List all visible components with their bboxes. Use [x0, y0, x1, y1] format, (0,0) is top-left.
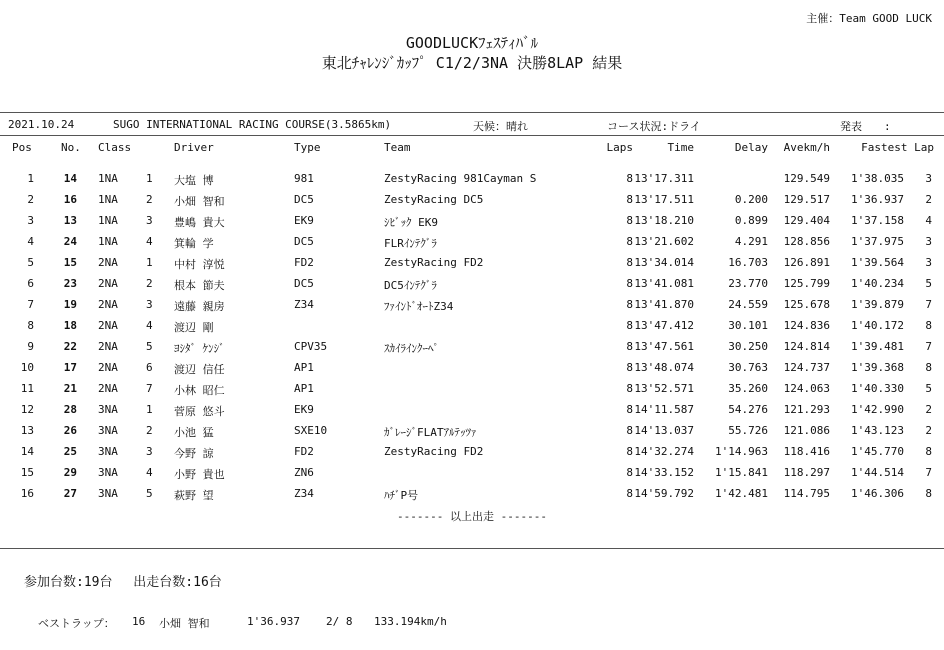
- cell-type: DC5: [294, 235, 314, 248]
- cell-avg-speed: 121.086: [783, 424, 830, 437]
- cell-fastest-lap-no: 5: [925, 277, 932, 290]
- cell-class: 2NA: [98, 340, 118, 353]
- event-title: GOODLUCKﾌｪｽﾃｨﾊﾞﾙ: [405, 34, 539, 52]
- cell-type: FD2: [294, 445, 314, 458]
- col-type: Type: [294, 141, 321, 154]
- cell-team: ZestyRacing 981Cayman S: [384, 172, 537, 185]
- cell-time: 14'11.587: [634, 403, 694, 416]
- cell-class: 2NA: [98, 298, 118, 311]
- cell-type: SXE10: [294, 424, 328, 437]
- cell-team: ﾌｧｲﾝﾄﾞｵｰﾄZ34: [384, 300, 454, 313]
- cell-avg-speed: 125.678: [783, 298, 830, 311]
- cell-fastest-lap-no: 3: [925, 256, 932, 269]
- cell-type: DC5: [294, 277, 314, 290]
- cell-laps: 8: [626, 361, 633, 374]
- cell-delay: 1'42.481: [715, 487, 768, 500]
- cell-laps: 8: [626, 193, 633, 206]
- cell-time: 13'47.412: [634, 319, 694, 332]
- cell-driver: 今野 諒: [174, 447, 214, 460]
- cell-car-no: 15: [63, 256, 77, 269]
- cell-laps: 8: [626, 256, 633, 269]
- col-avg-speed: Avekm/h: [783, 141, 830, 154]
- cell-pos: 13: [20, 424, 34, 437]
- cell-car-no: 14: [63, 172, 77, 185]
- track-condition: コース状況:ドライ: [607, 120, 701, 133]
- col-pos: Pos: [12, 141, 32, 154]
- cell-type: AP1: [294, 382, 314, 395]
- best-lap-lap: 2/ 8: [326, 615, 353, 628]
- cell-type: ZN6: [294, 466, 314, 479]
- cell-laps: 8: [626, 487, 633, 500]
- cell-pos: 5: [27, 256, 34, 269]
- race-date: 2021.10.24: [8, 118, 75, 131]
- cell-pos: 8: [27, 319, 34, 332]
- best-lap-no: 16: [132, 615, 146, 628]
- col-delay: Delay: [734, 141, 768, 154]
- cell-class-pos: 3: [146, 298, 153, 311]
- cell-fastest-lap-no: 8: [925, 445, 932, 458]
- cell-fastest-lap: 1'40.330: [851, 382, 904, 395]
- cell-team: FLRｲﾝﾃｸﾞﾗ: [384, 237, 437, 250]
- cell-team: DC5ｲﾝﾃｸﾞﾗ: [384, 279, 437, 292]
- cell-class-pos: 1: [146, 403, 153, 416]
- cell-pos: 14: [20, 445, 34, 458]
- cell-driver: 渡辺 剛: [174, 321, 214, 334]
- cell-laps: 8: [626, 445, 633, 458]
- cell-class-pos: 1: [146, 172, 153, 185]
- cell-delay: 30.101: [728, 319, 768, 332]
- best-lap-speed: 133.194km/h: [374, 615, 447, 628]
- cell-avg-speed: 125.799: [783, 277, 830, 290]
- cell-delay: 23.770: [728, 277, 768, 290]
- end-marker: ------- 以上出走 -------: [397, 510, 547, 523]
- cell-pos: 3: [27, 214, 34, 227]
- cell-fastest-lap: 1'45.770: [851, 445, 904, 458]
- cell-fastest-lap: 1'37.158: [851, 214, 904, 227]
- cell-driver: 大塩 博: [174, 174, 214, 187]
- cell-class: 3NA: [98, 403, 118, 416]
- cell-driver: 小畑 智和: [174, 195, 225, 208]
- cell-class-pos: 3: [146, 445, 153, 458]
- cell-class: 3NA: [98, 424, 118, 437]
- cell-fastest-lap: 1'46.306: [851, 487, 904, 500]
- cell-driver: ﾖｼﾀﾞ ｹﾝｼﾞ: [174, 342, 225, 355]
- cell-pos: 15: [20, 466, 34, 479]
- cell-delay: 4.291: [734, 235, 768, 248]
- cell-class: 2NA: [98, 361, 118, 374]
- cell-type: Z34: [294, 487, 314, 500]
- best-lap-driver: 小畑 智和: [159, 617, 210, 630]
- cell-avg-speed: 126.891: [783, 256, 830, 269]
- cell-class: 1NA: [98, 172, 118, 185]
- cell-class-pos: 2: [146, 277, 153, 290]
- cell-driver: 中村 淳悦: [174, 258, 225, 271]
- cell-car-no: 24: [63, 235, 77, 248]
- cell-fastest-lap-no: 7: [925, 340, 932, 353]
- cell-avg-speed: 129.517: [783, 193, 830, 206]
- cell-team: ZestyRacing DC5: [384, 193, 484, 206]
- cell-laps: 8: [626, 298, 633, 311]
- cell-fastest-lap-no: 7: [925, 298, 932, 311]
- cell-fastest-lap-no: 5: [925, 382, 932, 395]
- cell-laps: 8: [626, 319, 633, 332]
- course-name: SUGO INTERNATIONAL RACING COURSE(3.5865km): [113, 118, 392, 131]
- cell-fastest-lap: 1'42.990: [851, 403, 904, 416]
- cell-fastest-lap: 1'40.234: [851, 277, 904, 290]
- organizer-label: 主催：Team GOOD LUCK: [806, 12, 932, 25]
- cell-time: 13'18.210: [634, 214, 694, 227]
- cell-fastest-lap: 1'36.937: [851, 193, 904, 206]
- cell-time: 14'13.037: [634, 424, 694, 437]
- cell-driver: 箕輪 学: [174, 237, 214, 250]
- cell-fastest-lap-no: 3: [925, 172, 932, 185]
- col-laps: Laps: [606, 141, 633, 154]
- cell-car-no: 29: [63, 466, 77, 479]
- cell-class-pos: 6: [146, 361, 153, 374]
- cell-fastest-lap-no: 8: [925, 487, 932, 500]
- cell-laps: 8: [626, 424, 633, 437]
- cell-fastest-lap: 1'39.564: [851, 256, 904, 269]
- cell-fastest-lap: 1'44.514: [851, 466, 904, 479]
- cell-type: Z34: [294, 298, 314, 311]
- cell-delay: 1'14.963: [715, 445, 768, 458]
- cell-class-pos: 4: [146, 319, 153, 332]
- cell-class-pos: 2: [146, 193, 153, 206]
- cell-fastest-lap-no: 2: [925, 424, 932, 437]
- cell-class: 3NA: [98, 445, 118, 458]
- cell-type: EK9: [294, 214, 314, 227]
- cell-team: ｼﾋﾞｯｸ EK9: [384, 216, 438, 229]
- cell-delay: 0.200: [734, 193, 768, 206]
- cell-class-pos: 5: [146, 487, 153, 500]
- weather: 天候：晴れ: [473, 120, 528, 133]
- cell-laps: 8: [626, 172, 633, 185]
- cell-avg-speed: 124.063: [783, 382, 830, 395]
- cell-delay: 16.703: [728, 256, 768, 269]
- cell-driver: 小池 猛: [174, 426, 214, 439]
- cell-avg-speed: 128.856: [783, 235, 830, 248]
- cell-pos: 4: [27, 235, 34, 248]
- cell-pos: 12: [20, 403, 34, 416]
- cell-avg-speed: 129.549: [783, 172, 830, 185]
- cell-pos: 1: [27, 172, 34, 185]
- cell-car-no: 27: [63, 487, 77, 500]
- cell-class: 3NA: [98, 466, 118, 479]
- cell-type: DC5: [294, 193, 314, 206]
- cell-fastest-lap: 1'40.172: [851, 319, 904, 332]
- cell-pos: 2: [27, 193, 34, 206]
- cell-avg-speed: 124.814: [783, 340, 830, 353]
- cell-driver: 渡辺 信任: [174, 363, 225, 376]
- cell-avg-speed: 118.416: [783, 445, 830, 458]
- entry-counts: 参加台数:19台 出走台数:16台: [24, 575, 222, 590]
- announce-time: 発表 :: [840, 120, 891, 133]
- cell-time: 13'52.571: [634, 382, 694, 395]
- cell-car-no: 28: [63, 403, 77, 416]
- footer-divider: [0, 548, 944, 549]
- cell-fastest-lap-no: 8: [925, 319, 932, 332]
- cell-fastest-lap-no: 4: [925, 214, 932, 227]
- col-driver: Driver: [174, 141, 214, 154]
- col-no: No.: [61, 141, 81, 154]
- cell-delay: 30.763: [728, 361, 768, 374]
- header-divider: [0, 135, 944, 136]
- cell-pos: 10: [20, 361, 34, 374]
- cell-car-no: 16: [63, 193, 77, 206]
- cell-car-no: 21: [63, 382, 77, 395]
- cell-time: 14'33.152: [634, 466, 694, 479]
- cell-pos: 16: [20, 487, 34, 500]
- cell-type: FD2: [294, 256, 314, 269]
- cell-delay: 1'15.841: [715, 466, 768, 479]
- cell-delay: 30.250: [728, 340, 768, 353]
- cell-driver: 小林 昭仁: [174, 384, 225, 397]
- col-class: Class: [98, 141, 132, 154]
- cell-laps: 8: [626, 235, 633, 248]
- cell-pos: 9: [27, 340, 34, 353]
- top-divider: [0, 112, 944, 113]
- cell-type: CPV35: [294, 340, 328, 353]
- cell-class-pos: 3: [146, 214, 153, 227]
- cell-time: 13'17.311: [634, 172, 694, 185]
- cell-fastest-lap-no: 2: [925, 403, 932, 416]
- best-lap-time: 1'36.937: [247, 615, 300, 628]
- cell-laps: 8: [626, 382, 633, 395]
- cell-car-no: 17: [63, 361, 77, 374]
- cell-avg-speed: 114.795: [783, 487, 830, 500]
- cell-fastest-lap: 1'43.123: [851, 424, 904, 437]
- cell-team: ﾊﾁﾞP号: [384, 489, 419, 502]
- cell-fastest-lap: 1'38.035: [851, 172, 904, 185]
- best-lap-label: ベストラップ：: [38, 617, 115, 630]
- cell-car-no: 22: [63, 340, 77, 353]
- cell-pos: 11: [20, 382, 34, 395]
- cell-car-no: 18: [63, 319, 77, 332]
- cell-delay: 35.260: [728, 382, 768, 395]
- cell-class-pos: 7: [146, 382, 153, 395]
- cell-laps: 8: [626, 403, 633, 416]
- cell-class-pos: 2: [146, 424, 153, 437]
- cell-avg-speed: 118.297: [783, 466, 830, 479]
- cell-fastest-lap-no: 3: [925, 235, 932, 248]
- cell-car-no: 19: [63, 298, 77, 311]
- cell-driver: 豊嶋 貴大: [174, 216, 225, 229]
- cell-delay: 55.726: [728, 424, 768, 437]
- cell-class: 2NA: [98, 319, 118, 332]
- cell-laps: 8: [626, 214, 633, 227]
- cell-laps: 8: [626, 340, 633, 353]
- cell-class-pos: 1: [146, 256, 153, 269]
- cell-fastest-lap-no: 8: [925, 361, 932, 374]
- cell-type: AP1: [294, 361, 314, 374]
- cell-car-no: 23: [63, 277, 77, 290]
- cell-fastest-lap: 1'39.368: [851, 361, 904, 374]
- cell-avg-speed: 124.836: [783, 319, 830, 332]
- race-title: 東北ﾁｬﾚﾝｼﾞｶｯﾌﾟ C1/2/3NA 決勝8LAP 結果: [321, 54, 623, 72]
- cell-time: 13'41.081: [634, 277, 694, 290]
- col-fastest-lap: Fastest Lap: [861, 141, 934, 154]
- cell-fastest-lap: 1'37.975: [851, 235, 904, 248]
- cell-class: 2NA: [98, 277, 118, 290]
- cell-driver: 菅原 悠斗: [174, 405, 225, 418]
- cell-class: 1NA: [98, 214, 118, 227]
- cell-driver: 萩野 望: [174, 489, 214, 502]
- cell-class: 1NA: [98, 235, 118, 248]
- cell-avg-speed: 129.404: [783, 214, 830, 227]
- cell-fastest-lap: 1'39.879: [851, 298, 904, 311]
- cell-time: 13'48.074: [634, 361, 694, 374]
- cell-class-pos: 4: [146, 235, 153, 248]
- cell-pos: 7: [27, 298, 34, 311]
- cell-avg-speed: 124.737: [783, 361, 830, 374]
- col-team: Team: [384, 141, 411, 154]
- cell-driver: 根本 節夫: [174, 279, 225, 292]
- cell-time: 13'41.870: [634, 298, 694, 311]
- cell-laps: 8: [626, 277, 633, 290]
- cell-class: 2NA: [98, 382, 118, 395]
- cell-avg-speed: 121.293: [783, 403, 830, 416]
- cell-class-pos: 4: [146, 466, 153, 479]
- cell-fastest-lap: 1'39.481: [851, 340, 904, 353]
- cell-type: 981: [294, 172, 314, 185]
- cell-class: 1NA: [98, 193, 118, 206]
- cell-laps: 8: [626, 466, 633, 479]
- cell-time: 13'21.602: [634, 235, 694, 248]
- cell-time: 14'32.274: [634, 445, 694, 458]
- cell-driver: 遠藤 親房: [174, 300, 225, 313]
- cell-pos: 6: [27, 277, 34, 290]
- cell-team: ｶﾞﾚｰｼﾞFLATｱﾙﾃｯﾂｧ: [384, 426, 477, 439]
- cell-car-no: 26: [63, 424, 77, 437]
- cell-class: 2NA: [98, 256, 118, 269]
- cell-time: 13'17.511: [634, 193, 694, 206]
- cell-fastest-lap-no: 7: [925, 466, 932, 479]
- cell-class-pos: 5: [146, 340, 153, 353]
- cell-team: ZestyRacing FD2: [384, 256, 484, 269]
- cell-car-no: 25: [63, 445, 77, 458]
- cell-team: ZestyRacing FD2: [384, 445, 484, 458]
- cell-team: ｽｶｲﾗｲﾝｸｰﾍﾟ: [384, 342, 439, 355]
- cell-delay: 0.899: [734, 214, 768, 227]
- cell-car-no: 13: [63, 214, 77, 227]
- cell-time: 14'59.792: [634, 487, 694, 500]
- cell-fastest-lap-no: 2: [925, 193, 932, 206]
- cell-type: EK9: [294, 403, 314, 416]
- cell-delay: 24.559: [728, 298, 768, 311]
- col-time: Time: [667, 141, 694, 154]
- cell-time: 13'34.014: [634, 256, 694, 269]
- cell-delay: 54.276: [728, 403, 768, 416]
- cell-class: 3NA: [98, 487, 118, 500]
- cell-time: 13'47.561: [634, 340, 694, 353]
- cell-driver: 小野 貴也: [174, 468, 225, 481]
